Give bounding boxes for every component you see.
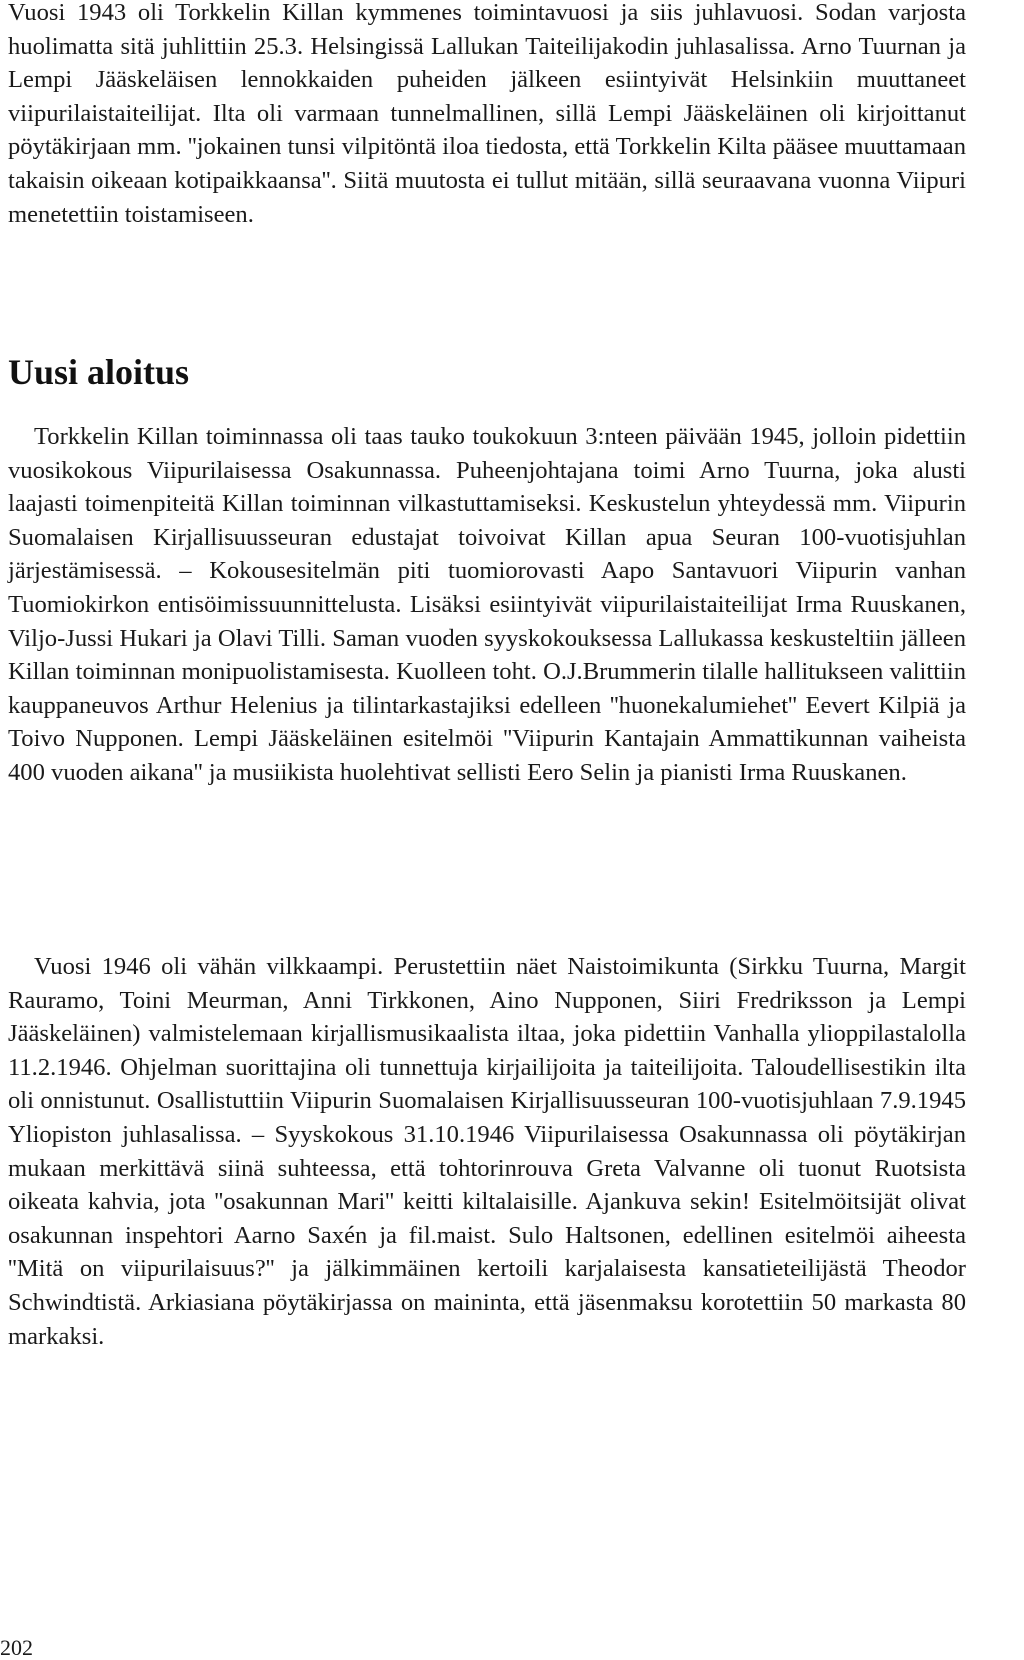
intro-paragraph: Vuosi 1943 oli Torkkelin Killan kymmenes toimintavuosi ja siis juhlavuosi. Sodan varjosta huolimatta sitä juhlittiin 25.3. Helsingissä Lallukan Taiteilijakodin juhlasalissa. Arno Tuurnan ja Lempi Jääskeläisen lennokkaiden puheiden jälkeen esiintyivät Helsinkiin muuttaneet viipurilaistaiteilijat. Ilta oli varmaan tunnelmallinen, sillä Lempi Jääskeläinen oli kirjoittanut pöytäkirjaan mm. ''jokainen tunsi vilpitöntä iloa tiedosta, että Torkkelin Kilta pääsee muuttamaan takaisin oikeaan kotipaikkaansa''. Siitä muutosta ei tullut mitään, sillä seuraavana vuonna Viipuri menetettiin toistamiseen.: [8, 0, 966, 228]
section-heading: Uusi aloitus: [8, 352, 190, 392]
body-paragraph-1: Torkkelin Killan toiminnassa oli taas tauko toukokuun 3:nteen päivään 1945, jolloin pidettiin vuosikokous Viipurilaisessa Osakunnassa. Puheenjohtajana toimi Arno Tuurna, joka alusti laajasti toimenpiteitä Killan toiminnan vilkastuttamiseksi. Keskustelun yhteydessä mm. Viipurin Suomalaisen Kirjallisuusseuran edustajat toivoivat Killan apua Seuran 100-vuotisjuhlan järjestämisessä. – Kokousesitelmän piti tuomiorovasti Aapo Santavuori Viipurin vanhan Tuomiokirkon entisöimissuunnittelusta. Lisäksi esiintyivät viipurilaistaiteilijat Irma Ruuskanen, Viljo-Jussi Hukari ja Olavi Tilli. Saman vuoden syyskokouksessa Lallukassa keskusteltiin jälleen Killan toiminnan monipuolistamisesta. Kuolleen toht. O.J.Brummerin tilalle hallitukseen valittiin kauppaneuvos Arthur Helenius ja tilintarkastajiksi edelleen ''huonekalumiehet'' Eevert Kilpiä ja Toivo Nupponen. Lempi Jääskeläinen esitelmöi ''Viipurin Kantajain Ammattikunnan vaiheista 400 vuoden aikana'' ja musiikista huolehtivat sellisti Eero Selin ja pianisti Irma Ruuskanen.: [8, 423, 966, 786]
body-paragraph-2: Vuosi 1946 oli vähän vilkkaampi. Perustettiin näet Naistoimikunta (Sirkku Tuurna, Margit Rauramo, Toini Meurman, Anni Tirkkonen, Aino Nupponen, Siiri Fredriksson ja Lempi Jääskeläinen) valmistelemaan kirjallismusikaalista iltaa, joka pidettiin Vanhalla ylioppilastalolla 11.2.1946. Ohjelman suorittajina oli tunnettuja kirjailijoita ja taiteilijoita. Taloudellisestikin ilta oli onnistunut. Osallistuttiin Viipurin Suomalaisen Kirjallisuusseuran 100-vuotisjuhlaan 7.9.1945 Yliopiston juhlasalissa. – Syyskokous 31.10.1946 Viipurilaisessa Osakunnassa oli pöytäkirjan mukaan merkittävä siinä suhteessa, että tohtorinrouva Greta Valvanne oli tuonut Ruotsista oikeata kahvia, jota ''osakunnan Mari'' keitti kiltalaisille. Ajankuva sekin! Esitelmöitsijät olivat osakunnan inspehtori Aarno Saxén ja fil.maist. Sulo Haltsonen, edellinen esitelmöi aiheesta ''Mitä on viipurilaisuus?'' ja jälkimmäinen kertoili karjalaisesta kansatieteilijästä Theodor Schwindtistä. Arkiasiana pöytäkirjassa on maininta, että jäsenmaksu korotettiin 50 markasta 80 markaksi.: [8, 953, 966, 1350]
page-number: 202: [0, 1635, 33, 1660]
